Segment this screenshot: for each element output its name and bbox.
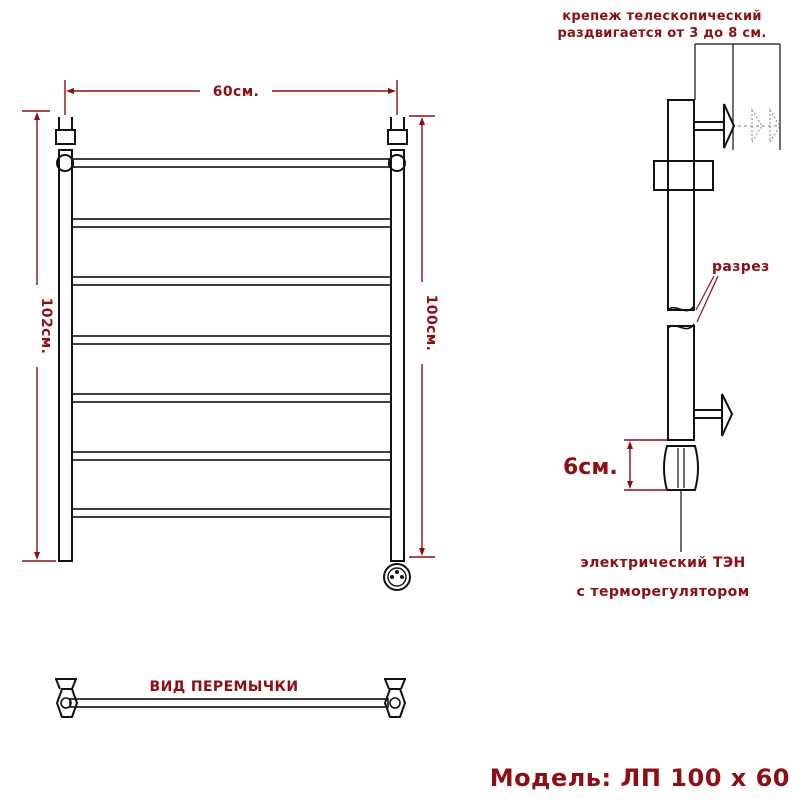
heater-label-line2: с терморегулятором: [576, 584, 750, 600]
mount-label-line2: раздвигается от 3 до 8 см.: [557, 26, 767, 41]
total-height-dimension: [22, 111, 56, 561]
top-bar: [73, 159, 389, 167]
axis-height-label: 100см.: [423, 294, 439, 352]
right-upright: [391, 150, 404, 561]
side-pipe-upper: [668, 100, 694, 310]
offset-label: 6см.: [563, 455, 618, 480]
rung: [72, 336, 391, 344]
rung: [72, 277, 391, 285]
lower-wall-bracket: [694, 394, 732, 436]
bridge-view-label: ВИД ПЕРЕМЫЧКИ: [149, 679, 299, 695]
front-view: [22, 80, 439, 590]
rung: [72, 394, 391, 402]
width-dimension: [65, 80, 397, 115]
heater-label-line1: электрический ТЭН: [580, 555, 746, 571]
bridge-bar: [70, 699, 388, 707]
width-label: 60см.: [212, 84, 260, 100]
heater-plug-icon: [384, 564, 410, 590]
rung: [72, 452, 391, 460]
upper-wall-bracket: [694, 104, 780, 148]
right-top-mount: [388, 130, 407, 144]
left-upright: [59, 150, 72, 561]
bridge-view: [55, 679, 406, 717]
mount-label-line1: крепеж телескопический: [562, 9, 762, 24]
offset-dimension: [563, 440, 667, 490]
left-top-mount: [56, 130, 75, 144]
left-bridge-nut-icon: [55, 679, 77, 717]
axis-height-dimension: [409, 116, 439, 557]
section-label: разрез: [712, 259, 770, 275]
side-view: [557, 9, 780, 600]
heater-element-icon: [664, 446, 698, 490]
right-bridge-nut-icon: [384, 679, 406, 717]
rung: [72, 509, 391, 517]
total-height-label: 102см.: [38, 297, 54, 355]
side-clamp: [654, 161, 713, 190]
side-pipe-lower: [668, 326, 694, 440]
model-label: Модель: ЛП 100 х 60: [489, 764, 790, 792]
rung: [72, 219, 391, 227]
